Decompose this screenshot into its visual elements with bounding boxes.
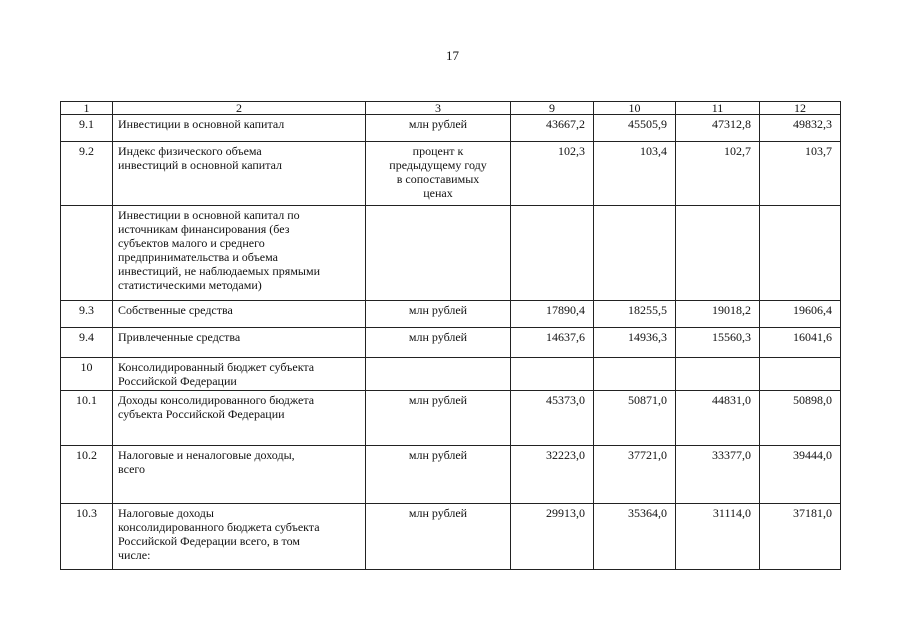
value-cell bbox=[594, 358, 676, 391]
table-row bbox=[61, 391, 841, 446]
table-row bbox=[61, 328, 841, 358]
indicator-name: Доходы консолидированного бюджета субъекта Российской Федерации bbox=[113, 391, 366, 446]
indicator-name: Инвестиции в основной капитал по источникам финансирования (без субъектов малого и среднего предпринимательства и объема инвестиций, не наблюдаемых прямыми статистическими методами) bbox=[113, 206, 366, 301]
unit-cell: млн рублей bbox=[366, 391, 511, 446]
table-header-row bbox=[61, 102, 841, 115]
row-number: 9.1 bbox=[61, 115, 113, 142]
value-cell: 49832,3 bbox=[760, 115, 841, 142]
value-cell: 31114,0 bbox=[676, 504, 760, 570]
column-header: 9 bbox=[511, 102, 594, 115]
row-number bbox=[61, 206, 113, 301]
value-cell: 50898,0 bbox=[760, 391, 841, 446]
indicator-name: Собственные средства bbox=[113, 301, 366, 328]
row-number: 9.3 bbox=[61, 301, 113, 328]
table-row bbox=[61, 301, 841, 328]
value-cell bbox=[594, 206, 676, 301]
value-cell: 32223,0 bbox=[511, 446, 594, 504]
unit-cell: млн рублей bbox=[366, 115, 511, 142]
indicator-name: Консолидированный бюджет субъекта Российской Федерации bbox=[113, 358, 366, 391]
indicator-name: Налоговые доходы консолидированного бюджета субъекта Российской Федерации всего, в том числе: bbox=[113, 504, 366, 570]
value-cell bbox=[511, 358, 594, 391]
value-cell: 50871,0 bbox=[594, 391, 676, 446]
indicator-name: Индекс физического объема инвестиций в основной капитал bbox=[113, 142, 366, 206]
table-row bbox=[61, 206, 841, 301]
value-cell: 102,7 bbox=[676, 142, 760, 206]
value-cell bbox=[760, 206, 841, 301]
value-cell bbox=[676, 206, 760, 301]
value-cell: 33377,0 bbox=[676, 446, 760, 504]
value-cell bbox=[760, 358, 841, 391]
unit-cell: процент к предыдущему году в сопоставимых ценах bbox=[366, 142, 511, 206]
value-cell: 17890,4 bbox=[511, 301, 594, 328]
unit-cell: млн рублей bbox=[366, 504, 511, 570]
value-cell: 16041,6 bbox=[760, 328, 841, 358]
column-header: 12 bbox=[760, 102, 841, 115]
column-header: 11 bbox=[676, 102, 760, 115]
value-cell: 47312,8 bbox=[676, 115, 760, 142]
table-row bbox=[61, 142, 841, 206]
unit-cell: млн рублей bbox=[366, 328, 511, 358]
column-header: 10 bbox=[594, 102, 676, 115]
value-cell: 103,4 bbox=[594, 142, 676, 206]
value-cell: 37181,0 bbox=[760, 504, 841, 570]
value-cell: 44831,0 bbox=[676, 391, 760, 446]
row-number: 9.2 bbox=[61, 142, 113, 206]
unit-cell: млн рублей bbox=[366, 301, 511, 328]
value-cell: 14936,3 bbox=[594, 328, 676, 358]
value-cell: 45373,0 bbox=[511, 391, 594, 446]
column-header: 3 bbox=[366, 102, 511, 115]
unit-cell: млн рублей bbox=[366, 446, 511, 504]
value-cell: 14637,6 bbox=[511, 328, 594, 358]
value-cell: 103,7 bbox=[760, 142, 841, 206]
column-header: 1 bbox=[61, 102, 113, 115]
indicator-name: Инвестиции в основной капитал bbox=[113, 115, 366, 142]
indicators-table bbox=[60, 101, 841, 570]
table-row bbox=[61, 446, 841, 504]
row-number: 10.2 bbox=[61, 446, 113, 504]
indicator-name: Привлеченные средства bbox=[113, 328, 366, 358]
value-cell: 37721,0 bbox=[594, 446, 676, 504]
row-number: 10 bbox=[61, 358, 113, 391]
table-row bbox=[61, 358, 841, 391]
value-cell: 29913,0 bbox=[511, 504, 594, 570]
page-number: 17 bbox=[446, 48, 459, 63]
unit-cell bbox=[366, 206, 511, 301]
value-cell: 19606,4 bbox=[760, 301, 841, 328]
row-number: 10.1 bbox=[61, 391, 113, 446]
value-cell: 43667,2 bbox=[511, 115, 594, 142]
value-cell: 39444,0 bbox=[760, 446, 841, 504]
value-cell bbox=[676, 358, 760, 391]
unit-cell bbox=[366, 358, 511, 391]
row-number: 10.3 bbox=[61, 504, 113, 570]
table-row bbox=[61, 504, 841, 570]
table-row bbox=[61, 115, 841, 142]
value-cell: 18255,5 bbox=[594, 301, 676, 328]
value-cell bbox=[511, 206, 594, 301]
value-cell: 45505,9 bbox=[594, 115, 676, 142]
value-cell: 19018,2 bbox=[676, 301, 760, 328]
value-cell: 102,3 bbox=[511, 142, 594, 206]
row-number: 9.4 bbox=[61, 328, 113, 358]
indicator-name: Налоговые и неналоговые доходы, всего bbox=[113, 446, 366, 504]
value-cell: 35364,0 bbox=[594, 504, 676, 570]
value-cell: 15560,3 bbox=[676, 328, 760, 358]
column-header: 2 bbox=[113, 102, 366, 115]
